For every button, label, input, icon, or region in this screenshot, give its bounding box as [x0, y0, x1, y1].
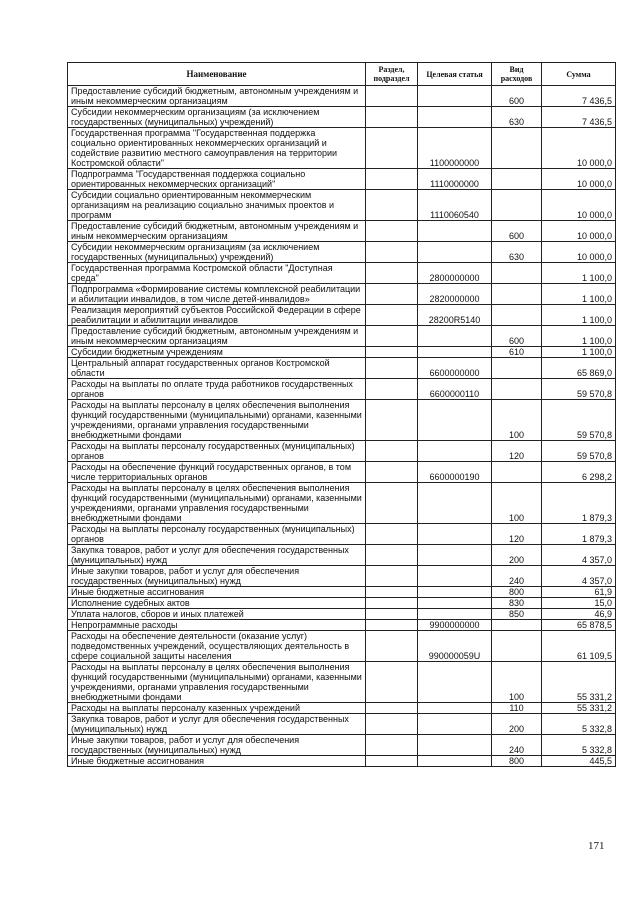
row-name-cell: Предоставление субсидий бюджетным, автономным учреждениям и иным некоммерческим организациям: [68, 86, 366, 107]
row-target-cell: 28200R5140: [418, 305, 492, 326]
row-name-cell: Подпрограмма "Государственная поддержка социально ориентированных некоммерческих организаций": [68, 169, 366, 190]
row-name-cell: Расходы на выплаты персоналу казенных учреждений: [68, 703, 366, 714]
row-target-cell: 6600000000: [418, 358, 492, 379]
row-section-cell: [366, 462, 418, 483]
row-expense-type-cell: [492, 620, 542, 631]
row-expense-type-cell: 120: [492, 441, 542, 462]
row-name-cell: Расходы на выплаты персоналу в целях обеспечения выполнения функций государственными (муниципальными) органами, казенными учреждениями, органами управления государственными внебюджетными фондами: [68, 662, 366, 703]
row-target-cell: [418, 587, 492, 598]
row-name-cell: Подпрограмма «Формирование системы комплексной реабилитации и абилитации инвалидов, в том числе детей-инвалидов»: [68, 284, 366, 305]
row-section-cell: [366, 347, 418, 358]
row-expense-type-cell: [492, 305, 542, 326]
row-sum-cell: 1 100,0: [542, 305, 616, 326]
table-row: [68, 86, 616, 107]
row-expense-type-cell: [492, 263, 542, 284]
table-row: [68, 169, 616, 190]
budget-table: [67, 62, 616, 767]
header-target: Целевая статья: [418, 63, 492, 86]
row-target-cell: [418, 326, 492, 347]
row-expense-type-cell: [492, 358, 542, 379]
table-row: [68, 128, 616, 169]
row-expense-type-cell: 240: [492, 566, 542, 587]
row-expense-type-cell: 240: [492, 735, 542, 756]
row-expense-type-cell: 630: [492, 107, 542, 128]
row-expense-type-cell: [492, 631, 542, 662]
row-section-cell: [366, 566, 418, 587]
row-target-cell: [418, 756, 492, 767]
row-target-cell: [418, 714, 492, 735]
row-expense-type-cell: 120: [492, 524, 542, 545]
row-target-cell: [418, 221, 492, 242]
row-name-cell: Расходы на выплаты персоналу в целях обеспечения выполнения функций государственными (муниципальными) органами, казенными учреждениями, органами управления государственными внебюджетными фондами: [68, 400, 366, 441]
row-name-cell: Закупка товаров, работ и услуг для обеспечения государственных (муниципальных) нужд: [68, 545, 366, 566]
row-target-cell: [418, 524, 492, 545]
row-name-cell: Реализация мероприятий субъектов Российской Федерации в сфере реабилитации и абилитации инвалидов: [68, 305, 366, 326]
row-section-cell: [366, 609, 418, 620]
row-name-cell: Расходы на выплаты персоналу в целях обеспечения выполнения функций государственными (муниципальными) органами, казенными учреждениями, органами управления государственными внебюджетными фондами: [68, 483, 366, 524]
table-row: [68, 545, 616, 566]
row-sum-cell: 61,9: [542, 587, 616, 598]
table-row: [68, 441, 616, 462]
table-row: [68, 107, 616, 128]
table-row: [68, 483, 616, 524]
row-name-cell: Расходы на выплаты по оплате труда работников государственных органов: [68, 379, 366, 400]
table-row: [68, 263, 616, 284]
row-section-cell: [366, 631, 418, 662]
row-expense-type-cell: 200: [492, 545, 542, 566]
row-expense-type-cell: 100: [492, 400, 542, 441]
header-sum: Сумма: [542, 63, 616, 86]
row-name-cell: Расходы на обеспечение деятельности (оказание услуг) подведомственных учреждений, осуществляющих деятельность в сфере социальной защиты населения: [68, 631, 366, 662]
row-target-cell: [418, 483, 492, 524]
row-section-cell: [366, 400, 418, 441]
row-sum-cell: 7 436,5: [542, 107, 616, 128]
row-sum-cell: 59 570,8: [542, 379, 616, 400]
row-name-cell: Государственная программа Костромской области "Доступная среда": [68, 263, 366, 284]
table-row: [68, 714, 616, 735]
row-name-cell: Иные закупки товаров, работ и услуг для обеспечения государственных (муниципальных) нужд: [68, 735, 366, 756]
table-row: [68, 609, 616, 620]
row-name-cell: Субсидии бюджетным учреждениям: [68, 347, 366, 358]
row-expense-type-cell: [492, 169, 542, 190]
row-target-cell: [418, 662, 492, 703]
row-section-cell: [366, 545, 418, 566]
table-row: [68, 379, 616, 400]
row-section-cell: [366, 305, 418, 326]
row-section-cell: [366, 221, 418, 242]
row-section-cell: [366, 86, 418, 107]
row-sum-cell: 59 570,8: [542, 400, 616, 441]
table-row: [68, 462, 616, 483]
row-sum-cell: 5 332,8: [542, 714, 616, 735]
row-expense-type-cell: 100: [492, 483, 542, 524]
table-header-row: [68, 63, 616, 86]
row-section-cell: [366, 524, 418, 545]
row-sum-cell: 1 879,3: [542, 483, 616, 524]
row-sum-cell: 7 436,5: [542, 86, 616, 107]
row-target-cell: [418, 598, 492, 609]
row-sum-cell: 1 100,0: [542, 263, 616, 284]
row-target-cell: 6600000190: [418, 462, 492, 483]
row-name-cell: Расходы на выплаты персоналу государственных (муниципальных) органов: [68, 524, 366, 545]
row-section-cell: [366, 598, 418, 609]
row-sum-cell: 65 869,0: [542, 358, 616, 379]
row-target-cell: [418, 441, 492, 462]
row-target-cell: [418, 735, 492, 756]
row-target-cell: 9900000000: [418, 620, 492, 631]
row-section-cell: [366, 190, 418, 221]
row-sum-cell: 1 100,0: [542, 284, 616, 305]
row-sum-cell: 46,9: [542, 609, 616, 620]
table-row: [68, 347, 616, 358]
row-section-cell: [366, 169, 418, 190]
row-sum-cell: 10 000,0: [542, 242, 616, 263]
table-row: [68, 326, 616, 347]
table-row: [68, 735, 616, 756]
row-expense-type-cell: [492, 284, 542, 305]
row-section-cell: [366, 662, 418, 703]
row-target-cell: [418, 242, 492, 263]
table-row: [68, 242, 616, 263]
row-expense-type-cell: 100: [492, 662, 542, 703]
row-target-cell: [418, 347, 492, 358]
row-section-cell: [366, 703, 418, 714]
row-sum-cell: 10 000,0: [542, 128, 616, 169]
table-row: [68, 587, 616, 598]
row-expense-type-cell: 600: [492, 86, 542, 107]
row-sum-cell: 6 298,2: [542, 462, 616, 483]
row-sum-cell: 4 357,0: [542, 566, 616, 587]
row-expense-type-cell: 800: [492, 756, 542, 767]
row-section-cell: [366, 284, 418, 305]
row-target-cell: 1110060540: [418, 190, 492, 221]
row-section-cell: [366, 735, 418, 756]
row-name-cell: Иные закупки товаров, работ и услуг для обеспечения государственных (муниципальных) нужд: [68, 566, 366, 587]
row-section-cell: [366, 714, 418, 735]
row-expense-type-cell: 600: [492, 326, 542, 347]
row-name-cell: Расходы на выплаты персоналу государственных (муниципальных) органов: [68, 441, 366, 462]
row-sum-cell: 59 570,8: [542, 441, 616, 462]
row-sum-cell: 61 109,5: [542, 631, 616, 662]
row-name-cell: Субсидии некоммерческим организациям (за исключением государственных (муниципальных) учреждений): [68, 242, 366, 263]
row-name-cell: Непрограммные расходы: [68, 620, 366, 631]
row-section-cell: [366, 620, 418, 631]
row-name-cell: Уплата налогов, сборов и иных платежей: [68, 609, 366, 620]
row-sum-cell: 55 331,2: [542, 662, 616, 703]
table-row: [68, 305, 616, 326]
row-name-cell: Закупка товаров, работ и услуг для обеспечения государственных (муниципальных) нужд: [68, 714, 366, 735]
row-name-cell: Расходы на обеспечение функций государственных органов, в том числе территориальных органов: [68, 462, 366, 483]
row-name-cell: Исполнение судебных актов: [68, 598, 366, 609]
row-target-cell: [418, 107, 492, 128]
table-row: [68, 358, 616, 379]
row-target-cell: [418, 86, 492, 107]
row-section-cell: [366, 263, 418, 284]
row-target-cell: 1100000000: [418, 128, 492, 169]
row-section-cell: [366, 326, 418, 347]
row-expense-type-cell: 630: [492, 242, 542, 263]
row-sum-cell: 1 879,3: [542, 524, 616, 545]
row-sum-cell: 15,0: [542, 598, 616, 609]
row-expense-type-cell: 830: [492, 598, 542, 609]
table-row: [68, 598, 616, 609]
table-row: [68, 190, 616, 221]
row-expense-type-cell: [492, 128, 542, 169]
row-name-cell: Предоставление субсидий бюджетным, автономным учреждениям и иным некоммерческим организациям: [68, 326, 366, 347]
table-row: [68, 284, 616, 305]
row-target-cell: 6600000110: [418, 379, 492, 400]
row-target-cell: [418, 703, 492, 714]
row-section-cell: [366, 379, 418, 400]
row-expense-type-cell: [492, 462, 542, 483]
row-target-cell: [418, 566, 492, 587]
table-row: [68, 756, 616, 767]
row-target-cell: 990000059U: [418, 631, 492, 662]
row-expense-type-cell: [492, 379, 542, 400]
row-section-cell: [366, 756, 418, 767]
row-expense-type-cell: 600: [492, 221, 542, 242]
row-sum-cell: 1 100,0: [542, 347, 616, 358]
table-row: [68, 400, 616, 441]
table-body: [68, 86, 616, 767]
header-expense-type: Вид расходов: [492, 63, 542, 86]
row-section-cell: [366, 587, 418, 598]
row-name-cell: Субсидии некоммерческим организациям (за исключением государственных (муниципальных) учреждений): [68, 107, 366, 128]
row-target-cell: [418, 400, 492, 441]
table-row: [68, 662, 616, 703]
row-sum-cell: 55 331,2: [542, 703, 616, 714]
row-section-cell: [366, 128, 418, 169]
row-name-cell: Государственная программа "Государственная поддержка социально ориентированных некоммерческих организаций и содействие развитию местного самоуправления на территории Костромской области": [68, 128, 366, 169]
row-sum-cell: 445,5: [542, 756, 616, 767]
header-name: Наименование: [68, 63, 366, 86]
row-section-cell: [366, 483, 418, 524]
row-name-cell: Иные бюджетные ассигнования: [68, 587, 366, 598]
row-name-cell: Субсидии социально ориентированным некоммерческим организациям на реализацию социально значимых проектов и программ: [68, 190, 366, 221]
row-target-cell: 1110000000: [418, 169, 492, 190]
row-target-cell: [418, 545, 492, 566]
table-row: [68, 566, 616, 587]
row-expense-type-cell: 850: [492, 609, 542, 620]
table-row: [68, 631, 616, 662]
table-row: [68, 524, 616, 545]
row-expense-type-cell: [492, 190, 542, 221]
header-section: Раздел, подраздел: [366, 63, 418, 86]
row-name-cell: Центральный аппарат государственных органов Костромской области: [68, 358, 366, 379]
row-section-cell: [366, 107, 418, 128]
row-expense-type-cell: 610: [492, 347, 542, 358]
row-section-cell: [366, 358, 418, 379]
page-number: 171: [588, 840, 605, 852]
row-section-cell: [366, 441, 418, 462]
row-sum-cell: 65 878,5: [542, 620, 616, 631]
row-name-cell: Иные бюджетные ассигнования: [68, 756, 366, 767]
table-row: [68, 703, 616, 714]
row-name-cell: Предоставление субсидий бюджетным, автономным учреждениям и иным некоммерческим организациям: [68, 221, 366, 242]
row-sum-cell: 10 000,0: [542, 190, 616, 221]
row-target-cell: 2820000000: [418, 284, 492, 305]
table-row: [68, 221, 616, 242]
row-expense-type-cell: 800: [492, 587, 542, 598]
row-sum-cell: 1 100,0: [542, 326, 616, 347]
row-sum-cell: 5 332,8: [542, 735, 616, 756]
row-target-cell: [418, 609, 492, 620]
row-expense-type-cell: 200: [492, 714, 542, 735]
row-sum-cell: 10 000,0: [542, 169, 616, 190]
row-sum-cell: 10 000,0: [542, 221, 616, 242]
table-row: [68, 620, 616, 631]
row-sum-cell: 4 357,0: [542, 545, 616, 566]
row-expense-type-cell: 110: [492, 703, 542, 714]
row-target-cell: 2800000000: [418, 263, 492, 284]
row-section-cell: [366, 242, 418, 263]
